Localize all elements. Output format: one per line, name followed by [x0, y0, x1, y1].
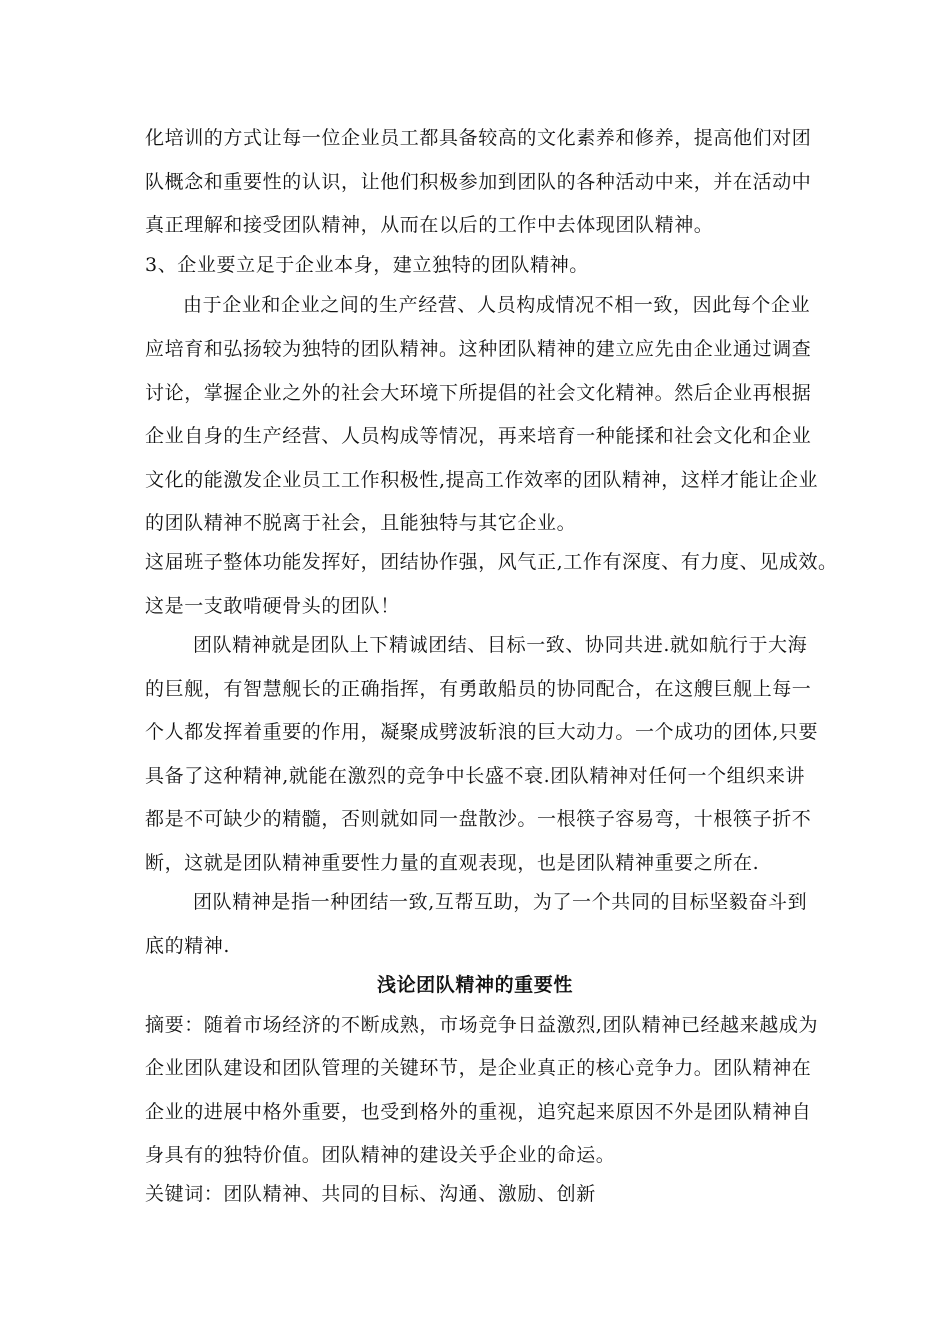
paragraph-line: 团队精神是指一种团结一致,互帮互助，为了一个共同的目标坚毅奋斗到 [193, 891, 808, 913]
paragraph-line: 文化的能激发企业员工工作积极性,提高工作效率的团队精神，这样才能让企业 [145, 469, 819, 491]
abstract-line: 身具有的独特价值。团队精神的建设关乎企业的命运。 [145, 1144, 616, 1166]
paragraph-line: 底的精神. [145, 935, 231, 957]
paragraph-line: 真正理解和接受团队精神，从而在以后的工作中去体现团队精神。 [145, 214, 714, 236]
paragraph-line: 的团队精神不脱离于社会，且能独特与其它企业。 [145, 512, 577, 534]
paragraph-line: 这是一支敢啃硬骨头的团队！ [145, 595, 400, 617]
paragraph-line: 断，这就是团队精神重要性力量的直观表现，也是团队精神重要之所在. [145, 852, 760, 874]
paragraph-line: 企业自身的生产经营、人员构成等情况，再来培育一种能揉和社会文化和企业 [145, 425, 812, 447]
article-title: 浅论团队精神的重要性 [376, 974, 573, 996]
paragraph-line: 化培训的方式让每一位企业员工都具备较高的文化素养和修养，提高他们对团 [145, 127, 812, 149]
paragraph-line: 都是不可缺少的精髓，否则就如同一盘散沙。一根筷子容易弯，十根筷子折不 [145, 808, 812, 830]
section-heading: 3、企业要立足于企业本身，建立独特的团队精神。 [145, 254, 589, 276]
paragraph-line: 的巨舰，有智慧舰长的正确指挥，有勇敢船员的协同配合，在这艘巨舰上每一 [145, 678, 812, 700]
paragraph-line: 讨论，掌握企业之外的社会大环境下所提倡的社会文化精神。然后企业再根据 [145, 382, 812, 404]
paragraph-line: 由于企业和企业之间的生产经营、人员构成情况不相一致，因此每个企业 [183, 294, 811, 316]
paragraph-line: 具备了这种精神,就能在激烈的竞争中长盛不衰.团队精神对任何一个组织来讲 [145, 765, 806, 787]
abstract-line: 企业团队建设和团队管理的关键环节，是企业真正的核心竞争力。团队精神在 [145, 1057, 812, 1079]
paragraph-line: 个人都发挥着重要的作用，凝聚成劈波斩浪的巨大动力。一个成功的团体,只要 [145, 721, 819, 743]
abstract-line: 企业的进展中格外重要，也受到格外的重视，追究起来原因不外是团队精神自 [145, 1101, 812, 1123]
paragraph-line: 队概念和重要性的认识，让他们积极参加到团队的各种活动中来，并在活动中 [145, 171, 812, 193]
paragraph-line: 这届班子整体功能发挥好，团结协作强，风气正,工作有深度、有力度、见成效。 [145, 551, 838, 573]
paragraph-line: 团队精神就是团队上下精诚团结、目标一致、协同共进.就如航行于大海 [193, 634, 808, 656]
paragraph-line: 应培育和弘扬较为独特的团队精神。这种团队精神的建立应先由企业通过调查 [145, 338, 812, 360]
keywords-line: 关键词：团队精神、共同的目标、沟通、激励、创新 [145, 1183, 596, 1205]
abstract-line: 摘要：随着市场经济的不断成熟，市场竞争日益激烈,团队精神已经越来越成为 [145, 1014, 819, 1036]
